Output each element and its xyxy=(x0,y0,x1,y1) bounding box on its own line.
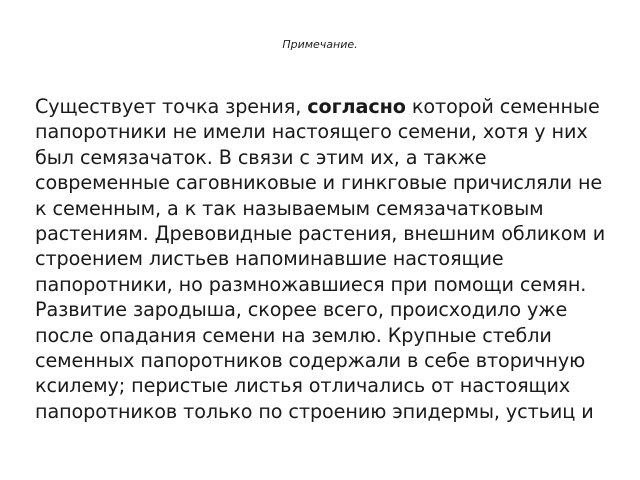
note-title: Примечание. xyxy=(282,38,358,51)
paragraph-text: которой семенные папоротники не имели настоящего семени, хотя у них был семязачаток. В связи с этим их, а также современные саговниковые и гинкговые причисляли не к семенным, а к так называемым семязачатковым растениям. Древовидные растения, внешним обликом и строением листьев напоминавшие настоящие папоротники, но размножавшиеся при помощи семян. Развитие зародыша, скорее всего, происходило уже после опадания семени на землю. Крупные стебли семенных папоротников содержали в себе вторичную ксилему; перистые листья отличались от настоящих папоротников только по строению эпидермы, устьиц и xyxy=(35,95,606,423)
paragraph-intro: Существует точка зрения, xyxy=(35,95,308,118)
paragraph-emphasis: согласно xyxy=(307,95,406,118)
body-paragraph xyxy=(35,94,610,424)
